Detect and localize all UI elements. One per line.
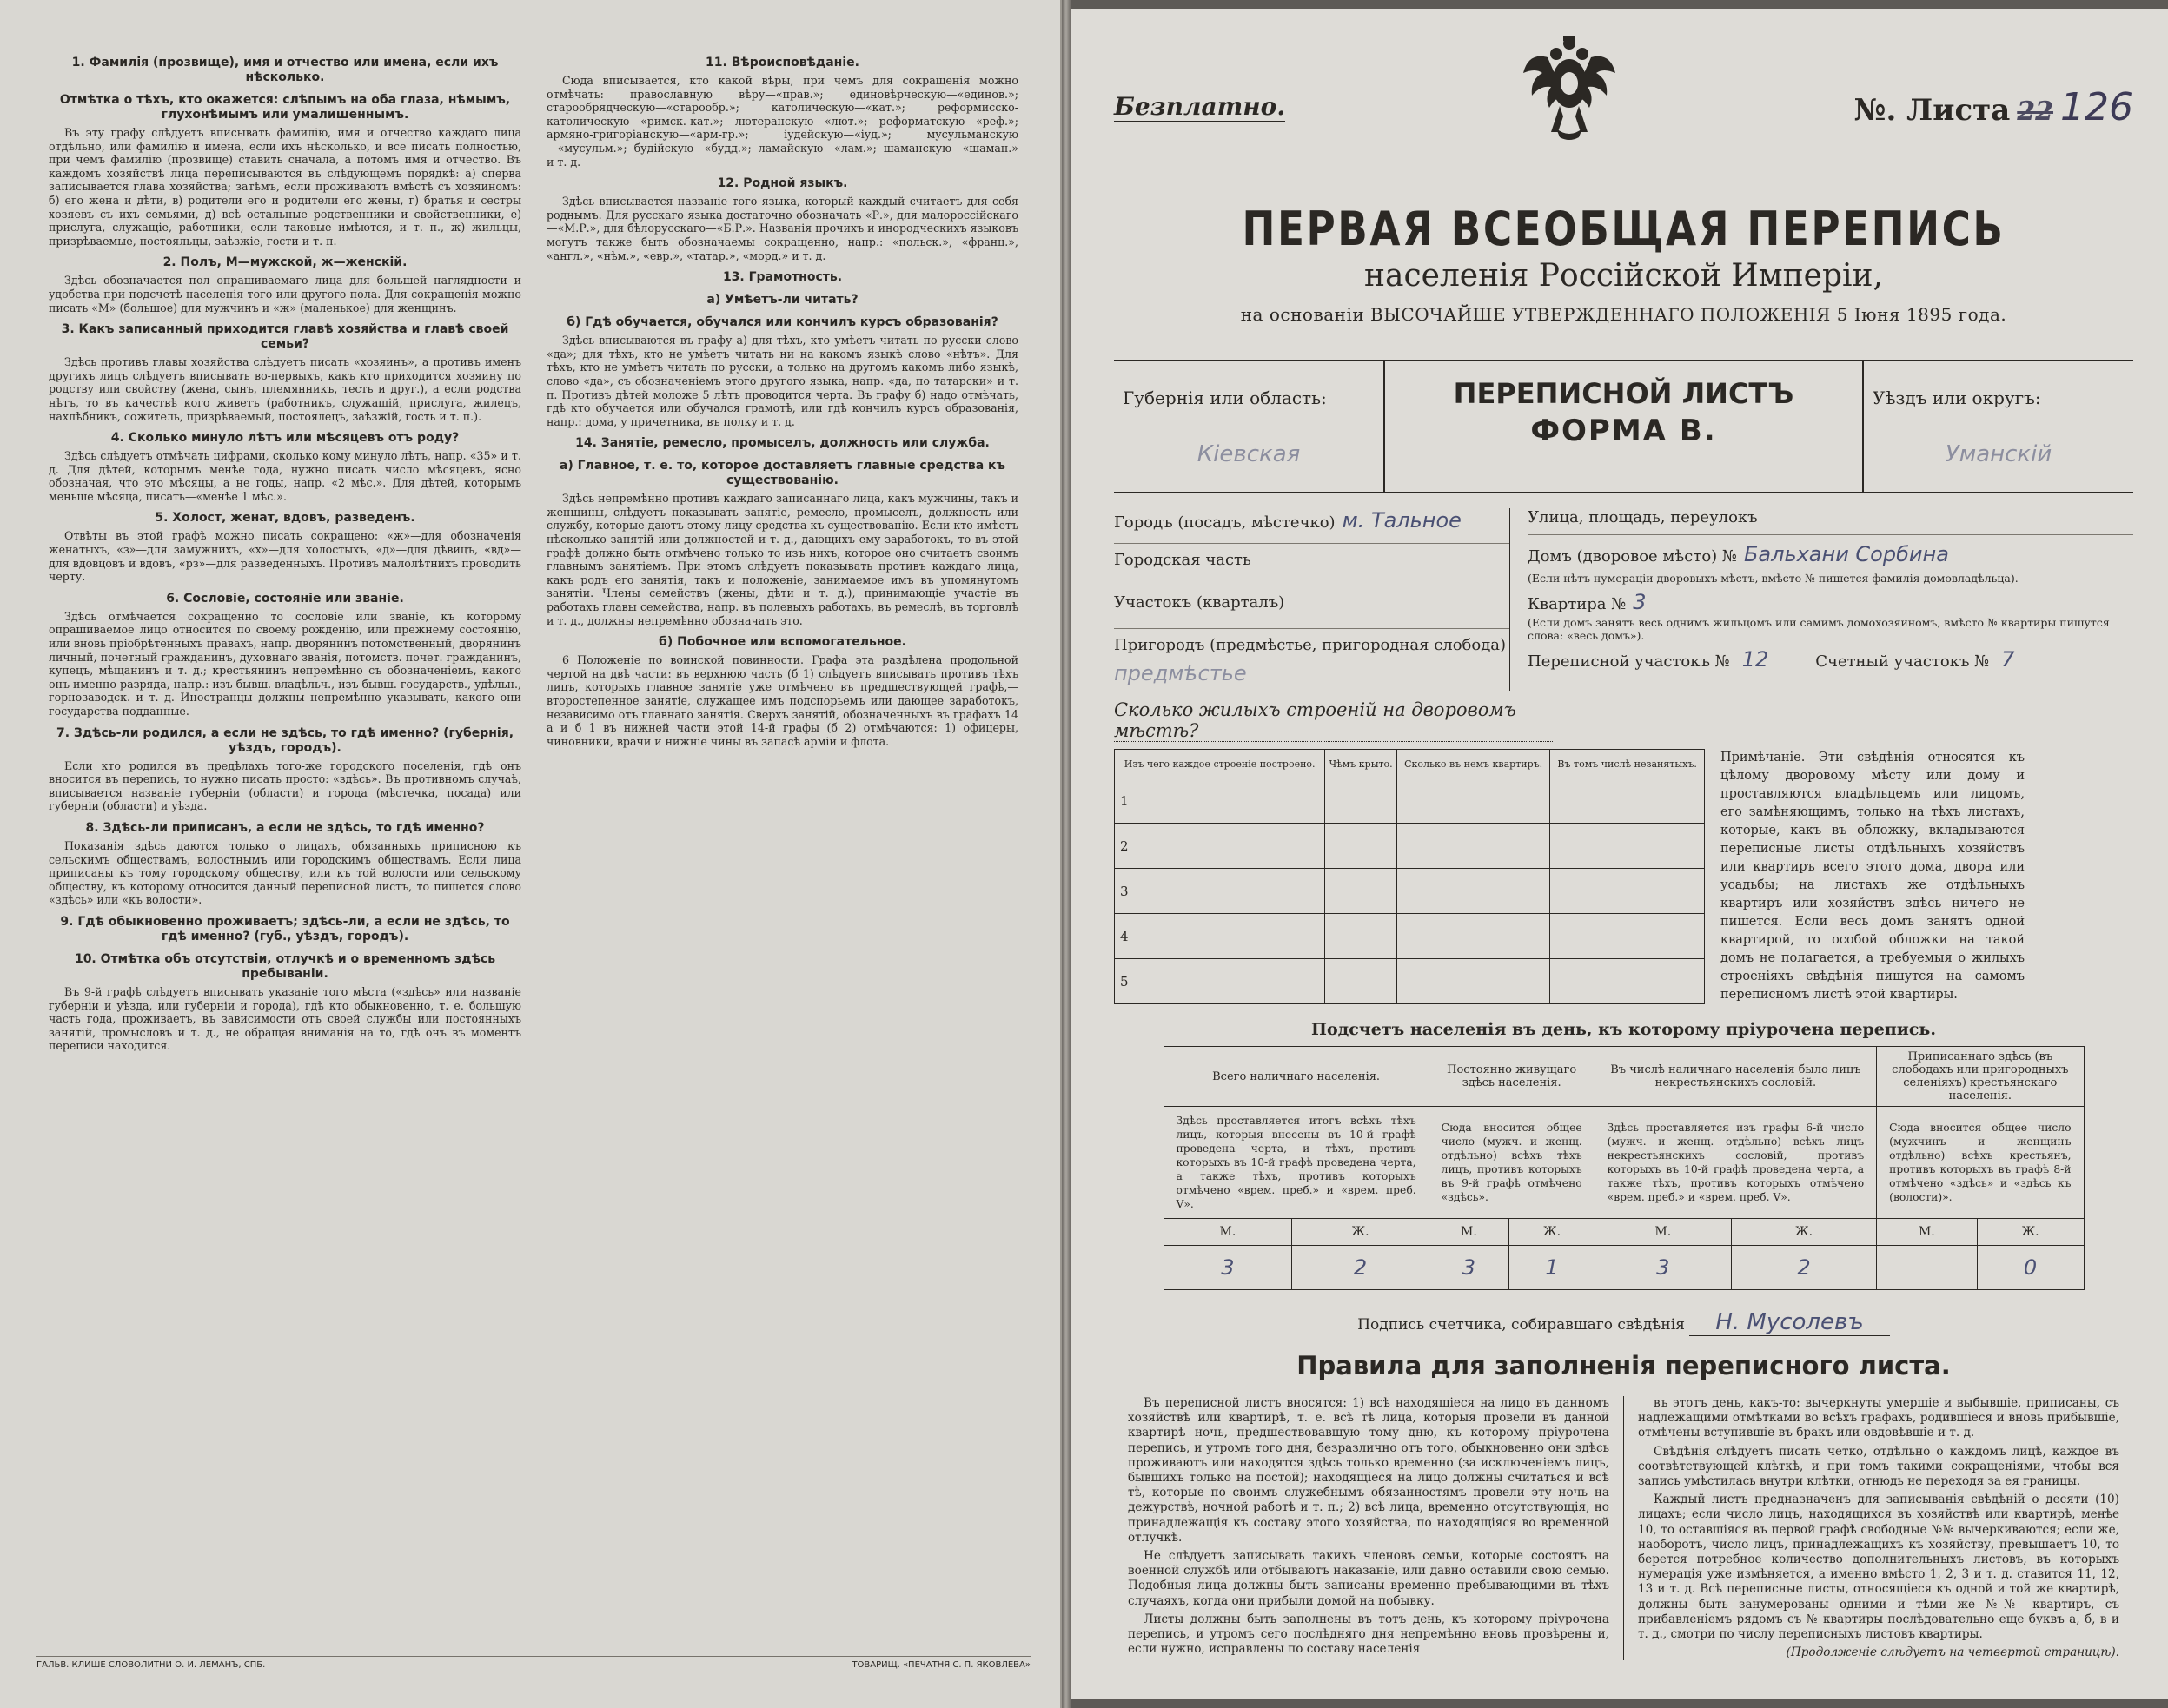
rules-column-1: [1114, 1396, 1623, 1660]
buildings-table-header: [1115, 750, 1705, 778]
kvartira-value: 3: [1633, 590, 1647, 614]
buildings-header-cell: Чѣмъ крыто.: [1325, 750, 1397, 778]
rules-paragraph: Свѣдѣнія слѣдуетъ писать четко, отдѣльно о каждомъ лицѣ, каждое въ соотвѣтствующей клѣткѣ, и при томъ такими сокращеніями, чтобы вся запись умѣстилась внутри клѣтки, отнюдь не переходя за ея границы.: [1638, 1444, 2119, 1489]
buildings-row: [1115, 914, 1705, 959]
count-table-header: [1164, 1047, 2084, 1107]
count-description-cell: Сюда вносится общее число (мужч. и женщ. отдѣльно) всѣхъ тѣхъ лицъ, противъ которыхъ въ 9-й графѣ отмѣчено «здѣсь».: [1429, 1107, 1595, 1219]
section-heading: 9. Гдѣ обыкновенно проживаетъ; здѣсь-ли, а если не здѣсь, то гдѣ именно? (губ., уѣздъ, городъ).: [60, 914, 510, 943]
location-grid: [1114, 508, 2133, 691]
buildings-cell: [1325, 959, 1397, 1004]
signature-label: Подпись счетчика, собиравшаго свѣдѣнія: [1357, 1316, 1685, 1334]
buildings-header-cell: Изъ чего каждое строеніе построено.: [1115, 750, 1325, 778]
population-count-table: [1164, 1046, 2085, 1290]
sheet-number: [1854, 85, 2133, 129]
count-sex-cell: Ж.: [1292, 1219, 1429, 1246]
count-description-cell: Сюда вносится общее число (мужчинъ и женщинъ отдѣльно) всѣхъ крестьянъ, противъ которыхъ въ графѣ 8-й отмѣчено «здѣсь» и «здѣсь къ (волости)».: [1877, 1107, 2084, 1219]
rules-paragraph: въ этотъ день, какъ-то: вычеркнуты умершіе и выбывшіе, приписаны, съ надлежащими отмѣтками во всѣхъ графахъ, родившіеся и вновь прибывшіе, отмѣчены вступившіе въ бракъ или овдовѣвшіе и т. д.: [1638, 1396, 2119, 1440]
printer-imprint-left: ГАЛЬВ. КЛИШЕ СЛОВОЛИТНИ О. И. ЛЕМАНЪ, СПБ.: [36, 1660, 266, 1670]
book-gutter: [1062, 0, 1071, 1708]
buildings-header-cell: Сколько въ немъ квартиръ.: [1397, 750, 1550, 778]
section-text: Здѣсь непремѣнно противъ каждаго записаннаго лица, какъ мужчины, такъ и женщины, слѣдуетъ показывать занятіе, ремесло, промыселъ, должность или службу, которые даютъ этому лицу средства къ существованію. Если кто имѣетъ нѣсколько занятій или должностей и т. д., дающихъ ему заработокъ, то въ этой графѣ должно быть отмѣчено только то изъ нихъ, которое оно считаетъ своимъ главнымъ занятіемъ. При этомъ слѣдуетъ показывать противъ каждаго лица, какъ родъ его занятія, такъ и положеніе, занимаемое имъ въ упомянутомъ занятіи. Члены семействъ (жены, дѣти и т. д.), принимающіе участіе въ работахъ главы семейства, напр. въ полевыхъ работахъ, въ ремеслѣ, въ торговлѣ и т. д., должны непремѣнно обозначать это.: [547, 492, 1018, 627]
printer-imprint-right: ТОВАРИЩ. «ПЕЧАТНЯ С. П. ЯКОВЛЕВА»: [852, 1660, 1031, 1670]
form-header-band: [1114, 360, 2133, 493]
buildings-cell: [1550, 914, 1705, 959]
gorod-part-label: Городская часть: [1114, 551, 1251, 569]
count-description-cell: Здѣсь проставляется итогъ всѣхъ тѣхъ лицъ, которыя внесены въ 10-й графѣ проведена черта, и тѣхъ, противъ которыхъ въ 10-й графѣ проведена черта, а также тѣхъ, противъ которыхъ отмѣчено «врем. преб.» и «врем. преб. V».: [1164, 1107, 1429, 1219]
gorod-row: [1114, 508, 1509, 544]
rules-text: [1114, 1396, 2133, 1660]
signature-value: Н. Мусолевъ: [1689, 1309, 1889, 1336]
gorod-part-row: [1114, 551, 1509, 586]
section-subheading: Отмѣтка о тѣхъ, кто окажется: слѣпымъ на оба глаза, нѣмымъ, глухонѣмымъ или умалишеннымъ.: [59, 93, 511, 122]
section-heading: б) Побочное или вспомогательное.: [659, 635, 906, 650]
section-text: Въ эту графу слѣдуетъ вписывать фамилію, имя и отчество каждаго лица отдѣльно, или фамилію и имена, если ихъ нѣсколько, и все писать полностью, при чемъ фамилію (прозвище) ставить сначала, а потомъ имя и отчество. Въ каждомъ хозяйствѣ лица переписываются въ слѣдующемъ порядкѣ: а) сперва записывается глава хозяйства; затѣмъ, если проживаютъ вмѣстѣ съ хозяиномъ: б) его жена и дѣти, в) родители его и родители его жены, г) братья и сестры хозяевъ съ ихъ семьями, д) всѣ остальные родственники и свойственники, е) прислуга, служащіе, работники, если таковые имѣются, и т. п., ж) жильцы, призрѣваемые, постояльцы, заѣзжіе, гости и т. п.: [49, 126, 521, 248]
section-text: Здѣсь обозначается пол опрашиваемаго лица для большей наглядности и удобства при подсчетѣ населенія того или другого пола. Для сокращенія можно писать «М» (большое) для мужчинъ и «ж» (маленькое) для женщинъ.: [49, 274, 521, 314]
schet-uchastok-label: Счетный участокъ №: [1815, 652, 1990, 671]
section-heading: 6. Сословіе, состояніе или званіе.: [166, 591, 404, 606]
buildings-cell: [1325, 824, 1397, 869]
buildings-row-number: 5: [1115, 959, 1325, 1004]
sheet-number-label: №. Листа: [1853, 93, 2011, 128]
buildings-row-number: 3: [1115, 869, 1325, 914]
left-page-instructions: [0, 0, 1062, 1708]
section-text: Въ 9-й графѣ слѣдуетъ вписывать указаніе того мѣста («здѣсь» или названіе губерніи и уѣзда, или губерніи и города), гдѣ кто обыкновенно, т. е. большую часть года, проживаетъ, въ зависимости отъ своей службы или постоянныхъ занятій, промысловъ и т. д., не обращая вниманія на то, гдѣ онъ въ моментъ переписи находится.: [49, 984, 521, 1053]
count-table-descriptions: [1164, 1107, 2084, 1219]
prigorod-label: Пригородъ (предмѣстье, пригородная слобода): [1114, 636, 1507, 654]
perepis-uchastok-label: Переписной участокъ №: [1528, 652, 1730, 671]
count-sex-cell: М.: [1595, 1219, 1731, 1246]
section-text: Здѣсь отмѣчается сокращенно то сословіе или званіе, къ которому опрашиваемое лицо относится по своему рожденію, или прежнему состоянію, или вновь пріобрѣтенныхъ правахъ, напр. дворянинъ потомственный, дворянинъ личный, почетный гражданинъ, духовнаго званія, потомств. почет. гражданинъ, купецъ, мѣщанинъ и т. д.; крестьянинъ непремѣнно съ обозначеніемъ, какого онъ именно разряда, напр.: изъ бывш. владѣльч., изъ бывш. государств., удѣльн., горнозаводск. и т. д. Иностранцы должны непремѣнно указывать, какого они государства подданные.: [49, 609, 521, 718]
free-label: Безплатно.: [1114, 92, 1286, 121]
location-left: [1114, 508, 1509, 691]
section-heading: 14. Занятіе, ремесло, промыселъ, должность или служба.: [575, 436, 990, 451]
section-text: Здѣсь слѣдуетъ отмѣчать цифрами, сколько кому минуло лѣтъ, напр. «35» и т. д. Для дѣтей, которымъ менѣе года, нужно писать число мѣсяцевъ, ясно обозначая, что это мѣсяцы, а не годы, напр. «2 мѣс.». Для дѣтей, которымъ меньше мѣсяца, писать—«менѣе 1 мѣс.».: [49, 449, 521, 503]
buildings-cell: [1397, 959, 1550, 1004]
buildings-cell: [1397, 778, 1550, 824]
sheet-number-struck: 22: [2017, 96, 2054, 127]
guberniya-value: Кіевская: [1197, 441, 1301, 467]
section-subheading: 10. Отмѣтка объ отсутствіи, отлучкѣ и о временномъ здѣсь пребываніи.: [74, 951, 496, 981]
count-header-cell: Постоянно живущаго здѣсь населенія.: [1429, 1047, 1595, 1107]
uezd-field: [1864, 361, 2133, 492]
count-table-sex-row: [1164, 1219, 2084, 1246]
location-right: [1509, 508, 2133, 691]
guberniya-label: Губернія или область:: [1123, 387, 1327, 408]
count-value-cell: 2: [1292, 1246, 1429, 1290]
kvartira-row: [1528, 590, 2133, 614]
section-heading: 11. Вѣроисповѣданіе.: [706, 56, 859, 70]
form-title-box: [1383, 361, 1864, 492]
uezd-label: Уѣздъ или округъ:: [1873, 387, 2041, 408]
dom-row: [1528, 542, 2133, 570]
census-form-page: [1071, 9, 2168, 1699]
perepis-uchastok-value: 12: [1741, 647, 1769, 672]
count-table-values: [1164, 1246, 2084, 1290]
form-top-row: [1114, 50, 2133, 155]
prigorod-row: [1114, 636, 1509, 685]
section-text: Здѣсь противъ главы хозяйства слѣдуетъ писать «хозяинъ», а противъ именъ другихъ лицъ слѣдуетъ вписывать во-первыхъ, какъ кто приходится хозяину по родству или свойству (жена, сынъ, племянникъ, тесть и друг.), а если родства нѣтъ, то въ качествѣ кого живетъ (работникъ, служащій, прислуга, жилецъ, нахлѣбникъ, сожитель, призрѣваемый, постоялецъ, заѣзжій, гость и т. п.).: [49, 355, 521, 423]
gorod-label: Городъ (посадъ, мѣстечко): [1114, 513, 1336, 532]
section-text: 6 Положеніе по воинской повинности. Графа эта раздѣлена продольной чертой на двѣ части: въ верхнюю часть (б 1) слѣдуетъ вписывать противъ тѣхъ лицъ, которыхъ главное занятіе уже отмѣчено въ предшествующей графѣ,—второстепенное занятіе, служащее имъ подспорьемъ или дающее заработокъ, независимо отъ главнаго занятія. Сверхъ занятій, обозначенныхъ въ графахъ 14 а и б 1 въ нижней части этой 14-й графы (б 2) отмѣчаются: 1) офицеры, чиновники, врачи и нижніе чины въ запасѣ арміи и флота.: [547, 653, 1018, 748]
buildings-cell: [1325, 869, 1397, 914]
count-header-cell: Въ числѣ наличнаго населенія было лицъ некрестьянскихъ сословій.: [1595, 1047, 1876, 1107]
buildings-cell: [1397, 914, 1550, 959]
rules-paragraph: Въ переписной листъ вносятся: 1) всѣ находящіеся на лицо въ данномъ хозяйствѣ или квартирѣ, т. е. всѣ тѣ лица, которыя провели въ данной квартирѣ ночь, предшествовавшую тому дню, къ которому пріурочена перепись, и утромъ того дня, безразлично отъ того, обыкновенно они здѣсь проживаютъ или находятся здѣсь только временно (за исключеніемъ лицъ, бывшихъ только на постой); находящіеся на лицо должны считаться и всѣ тѣ, которые по своимъ служебнымъ обязанностямъ провели эту ночь на дежурствѣ, ночной работѣ и т. п.; 2) всѣ лица, временно отсутствующія, но принадлежащія къ составу этого хозяйства, по находящіяся во временной отлучкѣ.: [1128, 1396, 1609, 1545]
buildings-cell: [1325, 778, 1397, 824]
count-value-cell: [1877, 1246, 1977, 1290]
buildings-row: [1115, 959, 1705, 1004]
buildings-header-cell: Въ томъ числѣ незанятыхъ.: [1550, 750, 1705, 778]
instructions-columns: [36, 48, 1031, 1516]
buildings-cell: [1550, 824, 1705, 869]
guberniya-field: [1114, 361, 1383, 492]
buildings-cell: [1550, 959, 1705, 1004]
census-title: ПЕРВАЯ ВСЕОБЩАЯ ПЕРЕПИСЬ: [1242, 202, 2006, 256]
buildings-row: [1115, 869, 1705, 914]
kvartira-note: (Если домъ занятъ весь однимъ жильцомъ или самимъ домохозяиномъ, вмѣсто № квартиры пишутся слова: «весь домъ»).: [1528, 616, 2110, 642]
count-value-cell: 3: [1429, 1246, 1509, 1290]
section-subheading: а) Главное, т. е. то, которое доставляетъ главные средства къ существованію.: [559, 459, 1006, 488]
count-sex-cell: М.: [1164, 1219, 1292, 1246]
buildings-cell: [1325, 914, 1397, 959]
count-sex-cell: М.: [1429, 1219, 1509, 1246]
count-sex-cell: Ж.: [1731, 1219, 1876, 1246]
buildings-row: [1115, 824, 1705, 869]
uchastok-row: [1114, 593, 1509, 629]
count-sex-cell: М.: [1877, 1219, 1977, 1246]
section-heading: 3. Какъ записанный приходится главѣ хозяйства и главѣ своей семьи?: [61, 322, 509, 352]
form-type: ФОРМА В.: [1530, 414, 1717, 448]
buildings-question: Сколько жилыхъ строеній на дворовомъ мѣстѣ?: [1114, 699, 1553, 742]
count-header-cell: Всего наличнаго населенія.: [1164, 1047, 1429, 1107]
census-subtitle: населенія Россійской Имперіи,: [1364, 258, 1883, 294]
dom-note: (Если нѣтъ нумераціи дворовыхъ мѣстъ, вмѣсто № пишется фамилія домовладѣльца).: [1528, 572, 2019, 585]
section-text: Если кто родился въ предѣлахъ того-же городского поселенія, гдѣ онъ вносится въ перепись, то нужно писать просто: «здѣсь». Въ противномъ случаѣ, вписывается названіе губерніи (области) и города (мѣстечка, посада) или губерніи (области) и уѣзда.: [49, 758, 521, 813]
count-value-cell: 3: [1164, 1246, 1292, 1290]
counter-signature: [1114, 1309, 2133, 1335]
count-sex-cell: Ж.: [1509, 1219, 1595, 1246]
sheet-number-handwritten: 126: [2060, 85, 2133, 129]
count-header-cell: Приписаннаго здѣсь (въ слободахъ или пригородныхъ селеніяхъ) крестьянскаго населенія.: [1877, 1047, 2084, 1107]
rules-column-2: [1623, 1396, 2133, 1660]
count-value-cell: 3: [1595, 1246, 1731, 1290]
section-heading: 4. Сколько минуло лѣтъ или мѣсяцевъ отъ роду?: [110, 431, 460, 446]
buildings-row-number: 1: [1115, 778, 1325, 824]
section-heading: 7. Здѣсь-ли родился, а если не здѣсь, то гдѣ именно? (губернія, уѣздъ, городъ).: [56, 725, 514, 755]
kvartira-label: Квартира №: [1528, 595, 1627, 613]
uezd-value: Уманскій: [1945, 441, 2052, 467]
section-heading: 12. Родной языкъ.: [717, 176, 848, 191]
section-text: Сюда вписывается, кто какой вѣры, при чемъ для сокращенія можно отмѣчать: православную вѣру—«прав.»; единовѣрческую—«единов.»; старообрядческую—«старообр.»; католическую—«кат.»; реформисско-католическую—«римск.-кат.»; лютеранскую—«лют.»; реформатскую—«реф.»; армяно-григоріанскую—«арм-гр.»; іудейскую—«іуд.»; мусульманскую—«мусульм.»; будійскую—«будд.»; ламайскую—«лам.»; шаманскую—«шаман.» и т. д.: [547, 74, 1018, 169]
section-heading: 13. Грамотность.: [722, 270, 843, 285]
dom-label: Домъ (дворовое мѣсто) №: [1528, 547, 1737, 566]
instructions-column-1: [36, 48, 534, 1516]
buildings-cell: [1397, 824, 1550, 869]
form-title: ПЕРЕПИСНОЙ ЛИСТЪ: [1453, 377, 1794, 410]
rules-continued-note: (Продолженіе слѣдуетъ на четвертой страницѣ).: [1786, 1645, 2119, 1660]
street-row: [1528, 508, 2133, 535]
buildings-area: [1114, 749, 2133, 1004]
buildings-cell: [1397, 869, 1550, 914]
rules-paragraph: Не слѣдуетъ записывать такихъ членовъ семьи, которые состоятъ на военной службѣ или отбываютъ наказаніе, или давно оставили свою семью. Подобныя лица должны быть записаны временно пребывающими въ тѣхъ случаяхъ, когда они прибыли домой на побывку.: [1128, 1549, 1609, 1608]
buildings-table-body: [1115, 778, 1705, 1004]
buildings-row: [1115, 778, 1705, 824]
left-page-footer: [36, 1656, 1031, 1670]
rules-paragraph: Каждый листъ предназначенъ для записыванія свѣдѣній о десяти (10) лицахъ; если число лицъ, находящихся въ хозяйствѣ или квартирѣ, менѣе 10, то оставшіяся въ первой графѣ свободные №№ вычеркиваются; если же, наоборотъ, число лицъ, принадлежащихъ къ хозяйству, превышаетъ 10, то берется потребное количество дополнительныхъ листовъ, въ которыхъ нумерація уже измѣняется, а именно вмѣсто 1, 2, 3 и т. д. ставится 11, 12, 13 и т. д. Всѣ переписные листы, относящіеся къ одной и той же квартирѣ, должны быть занумерованы одними и тѣми же №№ квартиръ, съ прибавленіемъ рядомъ съ № квартиры послѣдовательно еще буквъ а, б, в и т. д., смотри по числу переписныхъ листовъ квартиры.: [1638, 1493, 2119, 1642]
prigorod-value: предмѣстье: [1114, 661, 1247, 685]
schet-uchastok-value: 7: [2001, 647, 2015, 672]
uchastok-numbers-row: [1528, 647, 2133, 675]
imperial-eagle-emblem: [1522, 31, 1617, 144]
count-value-cell: 0: [1977, 1246, 2084, 1290]
count-description-cell: Здѣсь проставляется изъ графы 6-й число (мужч. и женщ. отдѣльно) всѣхъ лицъ некрестьянскихъ сословій, противъ которыхъ въ 10-й графѣ проведена черта, а также тѣхъ, противъ которыхъ отмѣчено «врем. преб.» и «врем. преб. V».: [1595, 1107, 1876, 1219]
census-legal-basis: на основаніи ВЫСОЧАЙШЕ УТВЕРЖДЕННАГО ПОЛОЖЕНІЯ 5 Іюня 1895 года.: [1240, 304, 2007, 325]
section-heading: 2. Полъ, М—мужской, ж—женскій.: [162, 255, 408, 270]
street-label: Улица, площадь, переулокъ: [1528, 508, 1758, 526]
dom-value: Бальхани Сорбина: [1743, 542, 1949, 566]
section-text: Отвѣты въ этой графѣ можно писать сокращено: «ж»—для обозначенія женатыхъ, «з»—для замужнихъ, «х»—для холостыхъ, «д»—для дѣвицъ, «вд»—для вдовцовъ и вдовъ, «рз»—для разведенныхъ. Противъ малолѣтнихъ проводить черту.: [49, 529, 521, 584]
gorod-value: м. Тальное: [1342, 508, 1462, 533]
count-sex-cell: Ж.: [1977, 1219, 2084, 1246]
buildings-table: [1114, 749, 1705, 1004]
section-subheading: а) Умѣетъ-ли читать?: [706, 293, 859, 308]
section-subheading: б) Гдѣ обучается, обучался или кончилъ курсъ образованія?: [567, 315, 998, 330]
section-text: Показанія здѣсь даются только о лицахъ, обязанныхъ приписною къ сельскимъ обществамъ, волостнымъ или городскимъ обществамъ. Если лица приписаны къ тому городскому обществу, или къ той волости или сельскому обществу, къ которому относится данный переписной листъ, то пишется слово «здѣсь» или «къ волости».: [49, 838, 521, 907]
buildings-row-number: 4: [1115, 914, 1325, 959]
section-heading: 5. Холост, женат, вдовъ, разведенъ.: [155, 511, 415, 526]
buildings-note: Примѣчаніе. Эти свѣдѣнія относятся къ цѣлому дворовому мѣсту или дому и проставляются владѣльцемъ или лицомъ, его замѣняющимъ, только на тѣхъ листахъ, которые, какъ въ обложку, вкладываются переписные листы отдѣльныхъ хозяйствъ или квартиръ всего этого дома, двора или усадьбы; на листахъ же отдѣльныхъ квартиръ или хозяйствъ здѣсь ничего не пишется. Если весь домъ занятъ одной квартирой, то особой обложки на такой домъ не полагается, а требуемыя о жилыхъ строеніяхъ свѣдѣнія пишутся на самомъ переписномъ листѣ этой квартиры.: [1720, 751, 2025, 1002]
rules-title: Правила для заполненія переписного листа.: [1296, 1351, 1951, 1380]
section-heading: 1. Фамилія (прозвище), имя и отчество или имена, если ихъ нѣсколько.: [71, 56, 499, 84]
rules-paragraph: Листы должны быть заполнены въ тотъ день, къ которому пріурочена перепись, и утромъ сего послѣдняго дня непремѣнно вновь провѣрены и, если нужно, исправлены по составу населенія: [1128, 1612, 1609, 1657]
buildings-cell: [1550, 869, 1705, 914]
section-heading: 8. Здѣсь-ли приписанъ, а если не здѣсь, то гдѣ именно?: [85, 820, 485, 835]
population-count-title: Подсчетъ населенія въ день, къ которому пріурочена перепись.: [1311, 1020, 1936, 1039]
uchastok-label: Участокъ (кварталъ): [1114, 593, 1285, 612]
instructions-column-2: [534, 48, 1031, 1516]
buildings-row-number: 2: [1115, 824, 1325, 869]
count-value-cell: 1: [1509, 1246, 1595, 1290]
section-text: Здѣсь вписываются въ графу а) для тѣхъ, кто умѣетъ читать по русски слово «да»; для тѣхъ, кто не умѣетъ читать ни на какомъ языкѣ слово «нѣтъ». Для тѣхъ, кто не умѣетъ читать по русски, а только на другомъ какомъ либо языкѣ, слово «да», съ обозначеніемъ этого другого языка, напр. «да, по татарски» и т. п. Противъ дѣтей моложе 5 лѣтъ проводится черта. Въ графу б) надо отмѣчать, гдѣ кто обучается или обучался грамотѣ, или гдѣ кончилъ курсъ образованія, напр.: дома, у причетника, въ полку и т. д.: [547, 334, 1018, 428]
count-value-cell: 2: [1731, 1246, 1876, 1290]
buildings-cell: [1550, 778, 1705, 824]
section-text: Здѣсь вписывается названіе того языка, который каждый считаетъ для себя роднымъ. Для русскаго языка достаточно обозначать «Р.», для малороссійскаго—«М.Р.», для бѣлорусскаго—«Б.Р.». Названія прочихъ и инородческихъ языковъ могутъ также быть обозначаемы сокращенно, напр.: «польск.», «франц.», «англ.», «нѣм.», «евр.», «татар.», «морд.» и т. д.: [547, 195, 1018, 262]
